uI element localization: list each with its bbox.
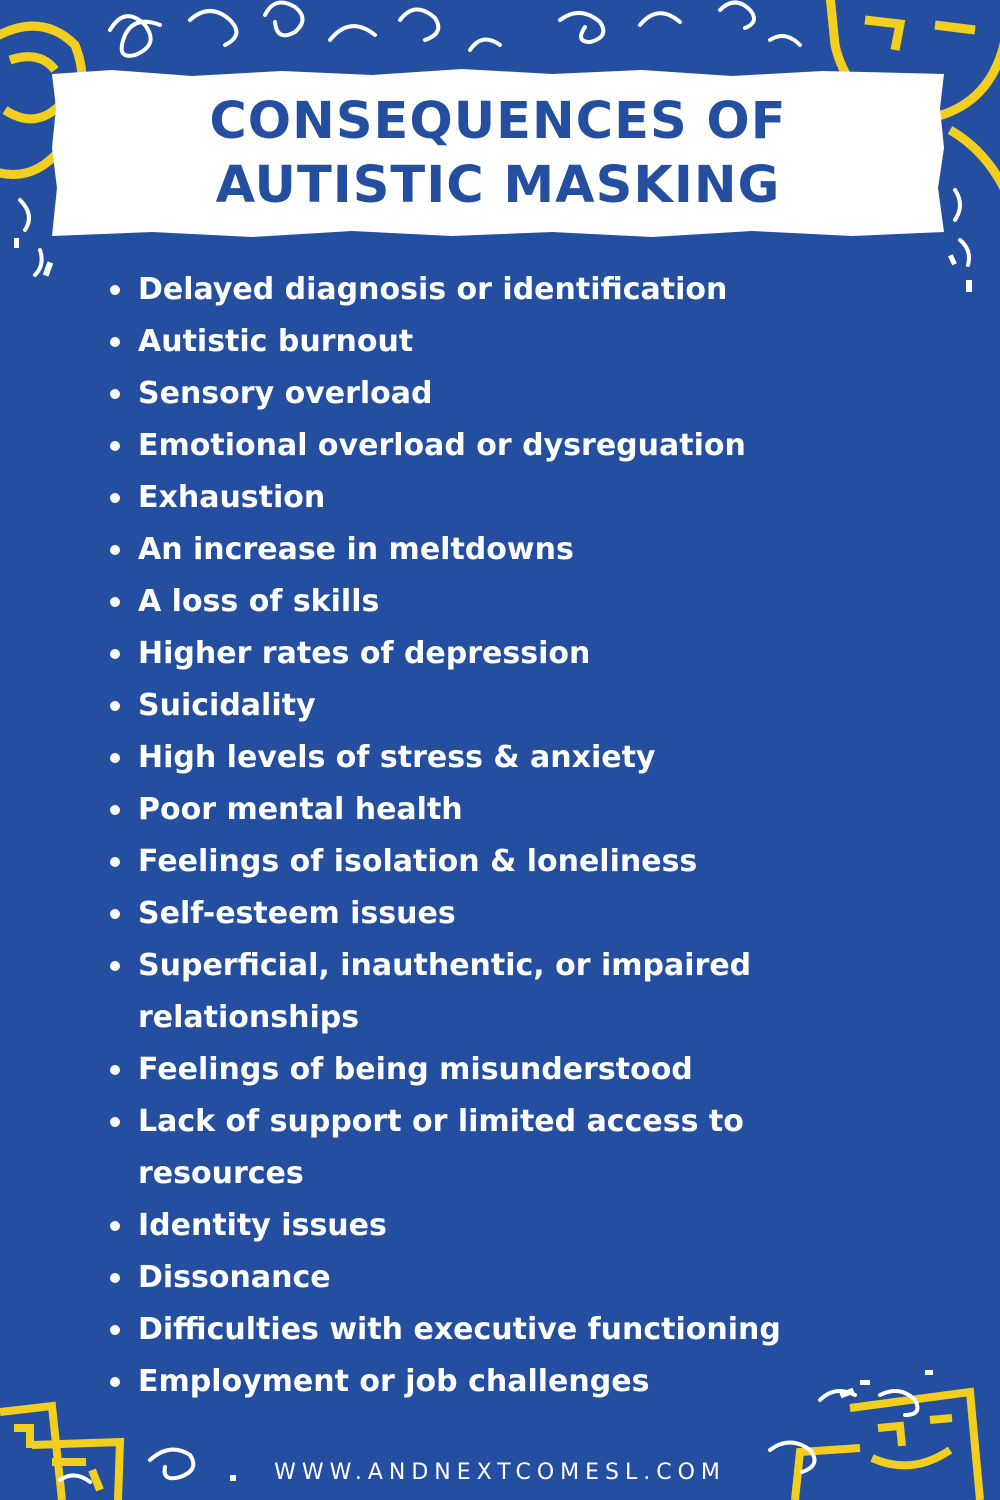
list-item	[104, 888, 864, 940]
list-item-text: Self-esteem issues	[138, 896, 456, 931]
list-item-text: Employment or job challenges	[138, 1364, 650, 1399]
bullet-icon	[110, 753, 120, 763]
list-item	[104, 420, 864, 472]
bullet-icon	[110, 1325, 120, 1335]
title-banner	[52, 68, 944, 238]
list-item	[104, 1356, 864, 1408]
bullet-icon	[110, 493, 120, 503]
bullet-icon	[110, 1221, 120, 1231]
list-item-text: Superficial, inauthentic, or impaired relationships	[138, 948, 752, 1035]
list-item	[104, 1096, 864, 1200]
list-item	[104, 940, 864, 1044]
list-item-text: Poor mental health	[138, 792, 463, 827]
list-item	[104, 1252, 864, 1304]
list-item-text: Sensory overload	[138, 376, 433, 411]
list-item-text: Feelings of being misunderstood	[138, 1052, 693, 1087]
bullet-icon	[110, 649, 120, 659]
list-item	[104, 680, 864, 732]
title-line-1: CONSEQUENCES OF	[209, 92, 787, 151]
title-line-2: AUTISTIC MASKING	[215, 156, 781, 215]
bullet-icon	[110, 285, 120, 295]
bullet-icon	[110, 545, 120, 555]
list-item	[104, 368, 864, 420]
list-item	[104, 316, 864, 368]
list-item-text: Lack of support or limited access to resources	[138, 1104, 744, 1191]
list-item-text: Autistic burnout	[138, 324, 414, 359]
bullet-icon	[110, 389, 120, 399]
list-item-text: Emotional overload or dysreguation	[138, 428, 746, 463]
list-item-text: High levels of stress & anxiety	[138, 740, 656, 775]
list-item-text: An increase in meltdowns	[138, 532, 574, 567]
list-item	[104, 628, 864, 680]
list-item	[104, 1304, 864, 1356]
list-item-text: Suicidality	[138, 688, 316, 723]
bullet-icon	[110, 1117, 120, 1127]
bullet-icon	[110, 441, 120, 451]
list-item-text: Higher rates of depression	[138, 636, 591, 671]
bullet-icon	[110, 961, 120, 971]
list-item	[104, 836, 864, 888]
bullet-icon	[110, 909, 120, 919]
bullet-icon	[110, 805, 120, 815]
bullet-icon	[110, 337, 120, 347]
bullet-icon	[110, 1065, 120, 1075]
list-item	[104, 264, 864, 316]
list-item-text: Exhaustion	[138, 480, 326, 515]
list-item	[104, 576, 864, 628]
list-item-text: Identity issues	[138, 1208, 387, 1243]
bullet-icon	[110, 857, 120, 867]
list-item-text: Delayed diagnosis or identification	[138, 272, 728, 307]
bullet-icon	[110, 1377, 120, 1387]
list-item	[104, 1200, 864, 1252]
list-item-text: A loss of skills	[138, 584, 380, 619]
list-item-text: Difficulties with executive functioning	[138, 1312, 781, 1347]
list-item	[104, 784, 864, 836]
page-title	[52, 90, 944, 218]
list-item	[104, 472, 864, 524]
bullet-icon	[110, 1273, 120, 1283]
bullet-icon	[110, 597, 120, 607]
list-item-text: Feelings of isolation & loneliness	[138, 844, 698, 879]
list-item	[104, 732, 864, 784]
list-item-text: Dissonance	[138, 1260, 331, 1295]
consequences-list	[104, 264, 864, 1408]
list-item	[104, 1044, 864, 1096]
bullet-icon	[110, 701, 120, 711]
list-item	[104, 524, 864, 576]
website-url[interactable]: WWW.ANDNEXTCOMESL.COM	[274, 1460, 726, 1485]
